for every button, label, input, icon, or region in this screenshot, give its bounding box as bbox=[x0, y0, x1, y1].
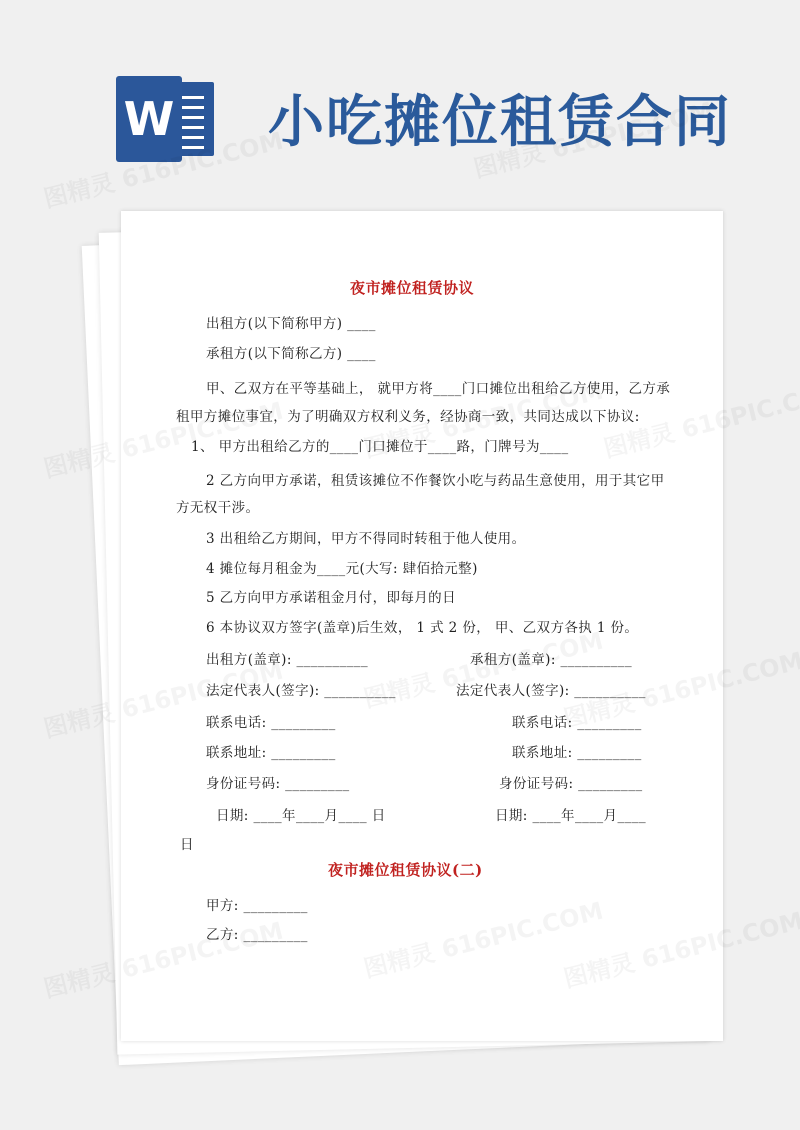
sign-left-date: 日期: ____年____月____ 日 bbox=[216, 808, 386, 824]
page-title: 小吃摊位租赁合同 bbox=[268, 90, 732, 155]
sign-right-id: 身份证号码: _________ bbox=[499, 776, 643, 792]
sign-right-date: 日期: ____年____月____ bbox=[495, 808, 647, 824]
sign-left-lessor: 出租方(盖章): __________ bbox=[206, 652, 368, 668]
trailing-day: 日 bbox=[180, 837, 194, 853]
clause-4: 4 摊位每月租金为____元(大写: 肆佰拾元整) bbox=[206, 561, 478, 577]
sign-right-lessee: 承租方(盖章): __________ bbox=[470, 652, 632, 668]
party-a-line: 甲方: _________ bbox=[206, 898, 308, 914]
document-page bbox=[121, 211, 723, 1041]
agreement-title: 夜市摊位租赁协议 bbox=[350, 279, 475, 297]
party-b-line: 乙方: _________ bbox=[206, 927, 308, 943]
clause-6: 6 本协议双方签字(盖章)后生效， 1 式 2 份， 甲、乙双方各执 1 份。 bbox=[206, 620, 639, 636]
clause-5: 5 乙方向甲方承诺租金月付，即每月的日 bbox=[206, 590, 456, 606]
lessee-line: 承租方(以下简称乙方) ____ bbox=[206, 346, 376, 362]
clause-3: 3 出租给乙方期间，甲方不得同时转租于他人使用。 bbox=[206, 531, 526, 547]
clause-1: 1、 甲方出租给乙方的____门口摊位于____路，门牌号为____ bbox=[191, 439, 569, 455]
intro-line-1: 甲、乙双方在平等基础上， 就甲方将____门口摊位出租给乙方使用，乙方承 bbox=[206, 381, 671, 397]
word-icon-letter: W bbox=[116, 76, 182, 162]
clause-2-line-2: 方无权干涉。 bbox=[176, 500, 260, 516]
sign-right-rep: 法定代表人(签字): __________ bbox=[456, 683, 646, 699]
lessor-line: 出租方(以下简称甲方) ____ bbox=[206, 316, 376, 332]
sign-right-phone: 联系电话: _________ bbox=[512, 715, 642, 731]
agreement-title-2: 夜市摊位租赁协议(二) bbox=[328, 861, 483, 879]
sign-left-phone: 联系电话: _________ bbox=[206, 715, 336, 731]
sign-left-id: 身份证号码: _________ bbox=[206, 776, 350, 792]
sign-left-rep: 法定代表人(签字): __________ bbox=[206, 683, 396, 699]
sign-left-address: 联系地址: _________ bbox=[206, 745, 336, 761]
clause-2-line-1: 2 乙方向甲方承诺，租赁该摊位不作餐饮小吃与药品生意使用，用于其它甲 bbox=[206, 473, 665, 489]
sign-right-address: 联系地址: _________ bbox=[512, 745, 642, 761]
intro-line-2: 租甲方摊位事宜，为了明确双方权利义务，经协商一致，共同达成以下协议: bbox=[176, 409, 640, 425]
